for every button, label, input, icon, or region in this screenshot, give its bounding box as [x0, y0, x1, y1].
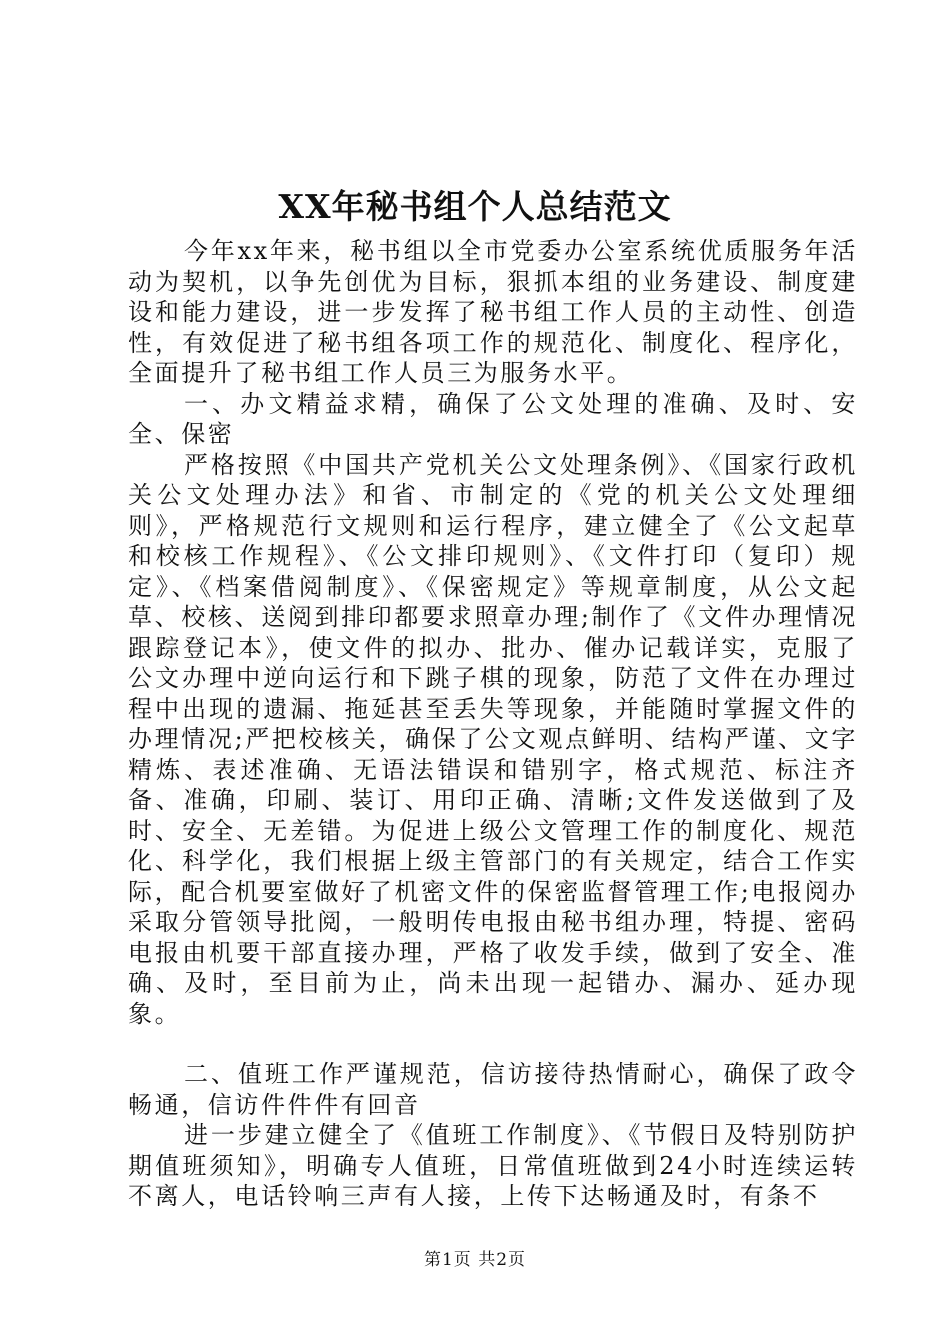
section-heading-1: 一、办文精益求精，确保了公文处理的准确、及时、安全、保密	[128, 389, 858, 448]
paragraph-intro: 今年xx年来，秘书组以全市党委办公室系统优质服务年活动为契机，以争先创优为目标，狠抓本组的业务建设、制度建设和能力建设，进一步发挥了秘书组工作人员的主动性、创造性，有效促进了秘书组各项工作的规范化、制度化、程序化，全面提升了秘书组工作人员三为服务水平。	[128, 237, 858, 387]
page-number: 第1页 共2页	[423, 1250, 527, 1270]
paragraph-duty-work: 进一步建立健全了《值班工作制度》、《节假日及特别防护期值班须知》，明确专人值班，日常值班做到24小时连续运转不离人，电话铃响三声有人接，上传下达畅通及时，有条不	[128, 1121, 858, 1210]
section-heading-2: 二、值班工作严谨规范，信访接待热情耐心，确保了政令畅通，信访件件件有回音	[128, 1060, 858, 1119]
paragraph-document-handling: 严格按照《中国共产党机关公文处理条例》、《国家行政机关公文处理办法》和省、市制定的《党的机关公文处理细则》，严格规范行文规则和运行程序，建立健全了《公文起草和校核工作规程》、《公文排印规则》、《文件打印（复印）规定》、《档案借阅制度》、《保密规定》等规章制度，从公文起草、校核、送阅到排印都要求照章办理;制作了《文件办理情况跟踪登记本》，使文件的拟办、批办、催办记载详实，克服了公文办理中逆向运行和下跳子棋的现象，防范了文件在办理过程中出现的遗漏、拖延甚至丢失等现象，并能随时掌握文件的办理情况;严把校核关，确保了公文观点鲜明、结构严谨、文字精炼、表述准确、无语法错误和错别字，格式规范、标注齐备、准确，印刷、装订、用印正确、清晰;文件发送做到了及时、安全、无差错。为促进上级公文管理工作的制度化、规范化、科学化，我们根据上级主管部门的有关规定，结合工作实际，配合机要室做好了机密文件的保密监督管理工作;电报阅办采取分管领导批阅，一般明传电报由秘书组办理，特提、密码电报由机要干部直接办理，严格了收发手续，做到了安全、准确、及时，至目前为止，尚未出现一起错办、漏办、延办现象。	[128, 450, 858, 1028]
document-title: XX年秘书组个人总结范文	[278, 187, 672, 226]
document-body	[128, 236, 858, 1212]
